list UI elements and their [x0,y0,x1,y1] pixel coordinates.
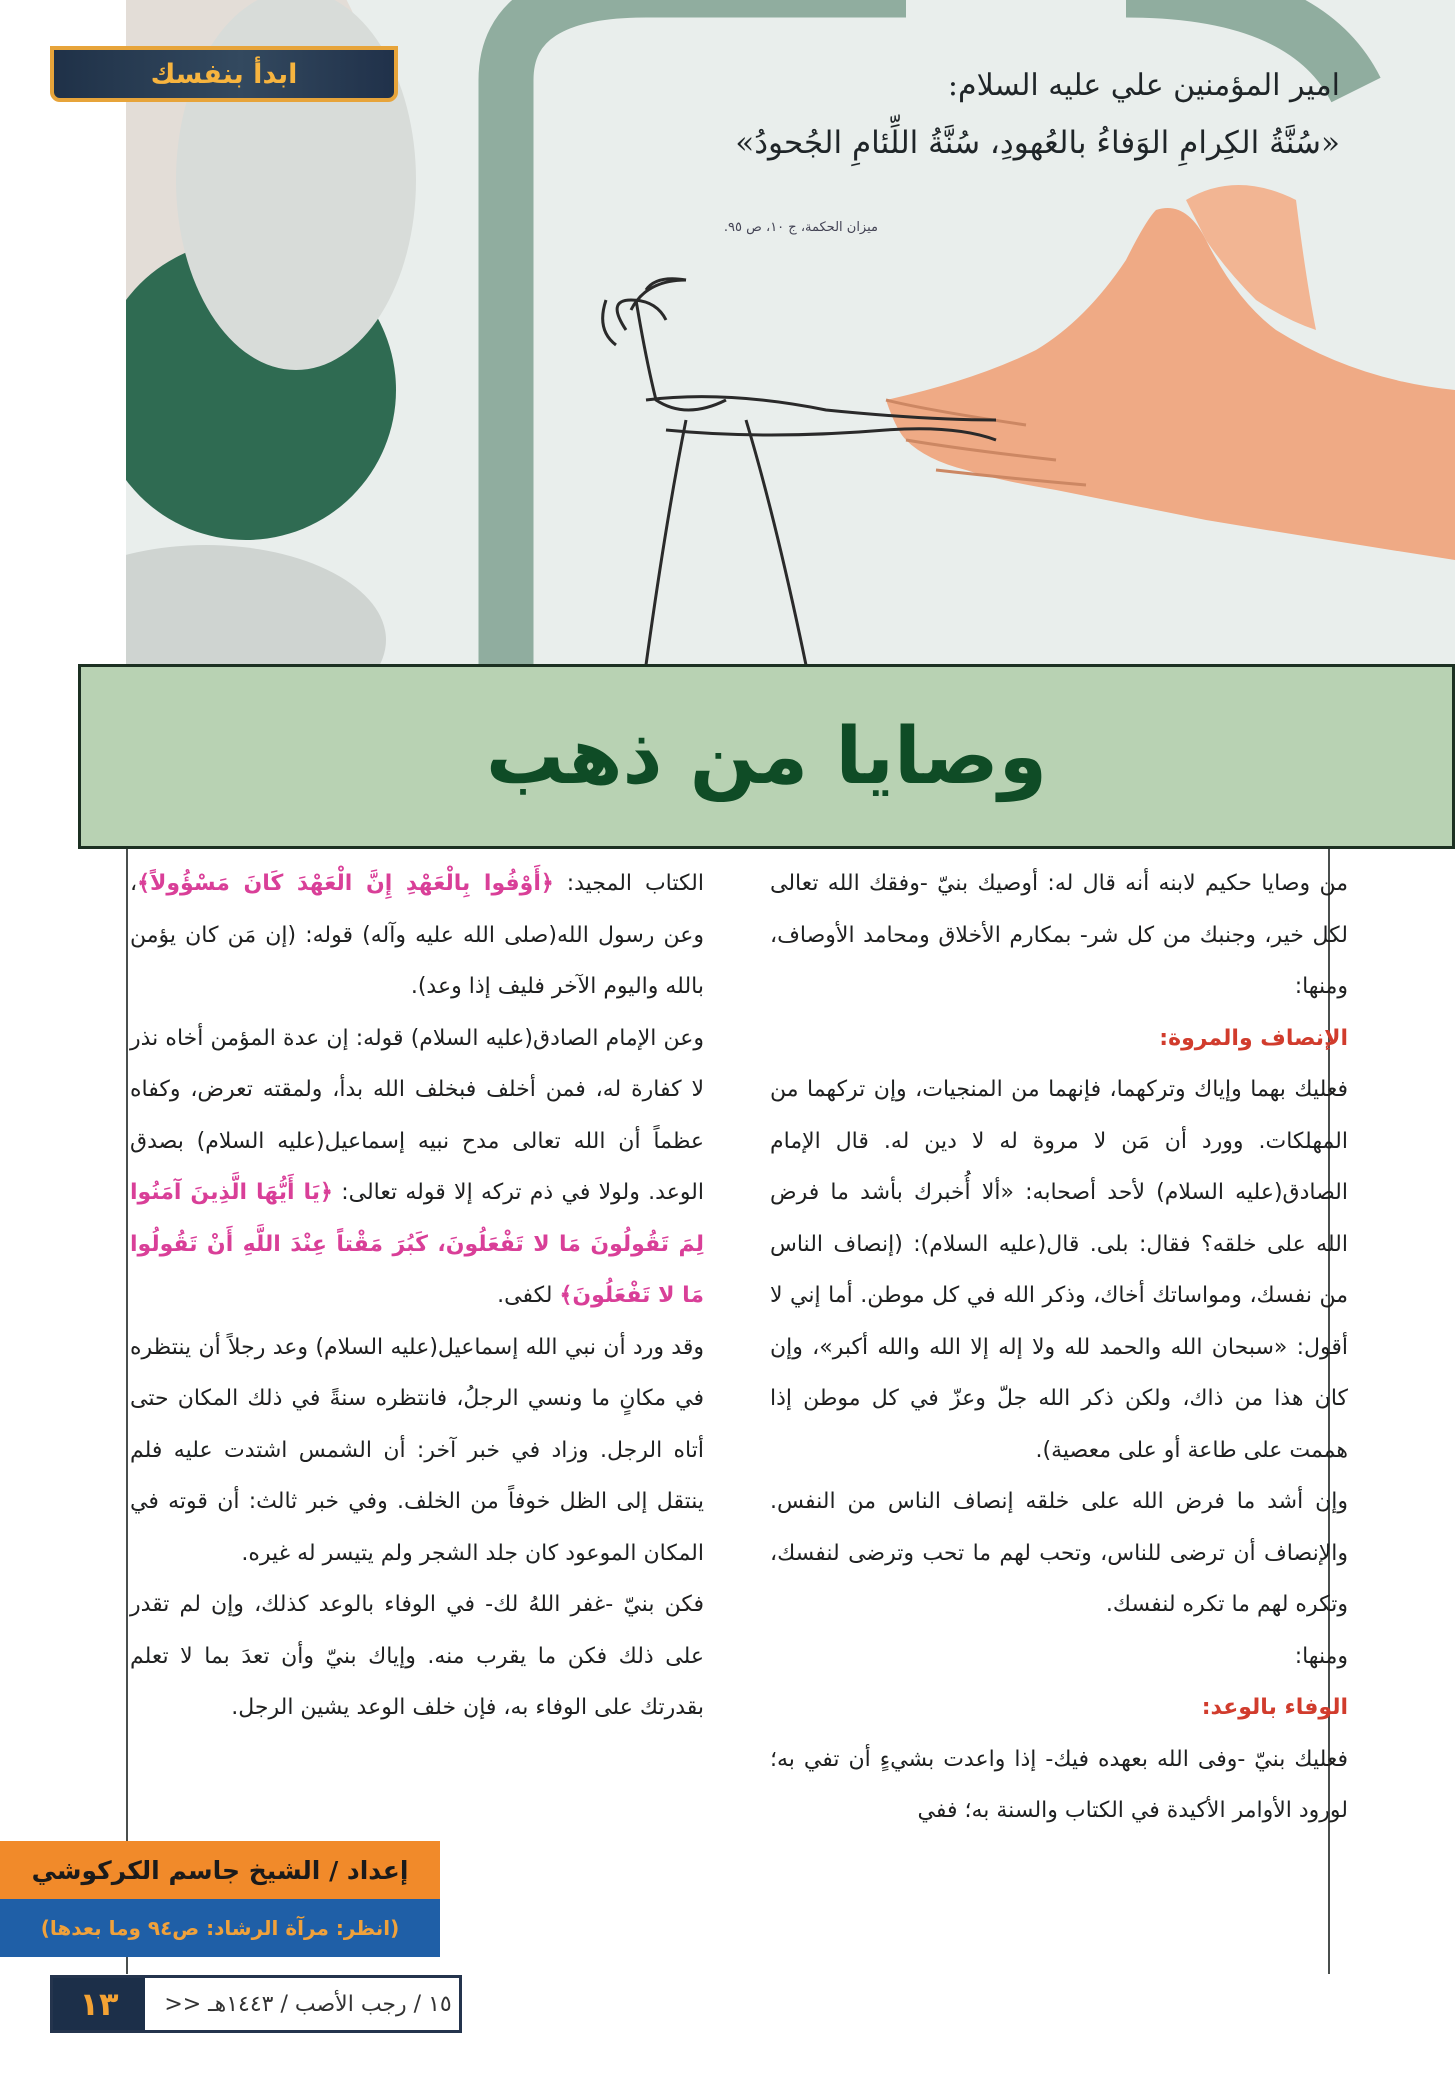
right-paragraph: ومنها: [1294,1643,1348,1669]
right-paragraph: وإن أشد ما فرض الله على خلقه إنصاف الناس من النفس. والإنصاف أن ترضى للناس، وتحب لهم ما تحب وترضى لنفسك، وتكره لهم ما تكره لنفسك. [770,1489,1348,1617]
article-title: وصايا من ذهب [485,711,1048,802]
author-source: (انظر: مرآة الرشاد: ص٩٤ وما بعدها) [0,1899,440,1957]
left-paragraph: فكن بنيّ -غفر اللهُ لك- في الوفاء بالوعد كذلك، وإن لم تقدر على ذلك فكن ما يقرب منه. وإياك بنيّ وأن تعدَ بما لا تعلم بقدرتك على الوفاء به، فإن خلف الوعد يشين الرجل. [130,1592,704,1720]
left-paragraph [130,858,704,1013]
quran-verse: ﴿يَا أَيُّهَا الَّذِينَ آمَنُوا لِمَ تَقُولُونَ مَا لا تَفْعَلُونَ، كَبُرَ مَقْتاً عِنْدَ اللَّهِ أَنْ تَقُولُوا مَا لا تَفْعَلُونَ﴾ [130,1180,704,1308]
hero-quote [700,68,1340,165]
right-paragraph: فعليك بنيّ -وفى الله بعهده فيك- إذا واعدت بشيءٍ أن تفي به؛ لورود الأوامر الأكيدة في الكتاب والسنة به؛ ففي [770,1746,1348,1823]
section-banner: ابدأ بنفسك [50,46,398,102]
page-number: ١٣ [53,1978,145,2030]
right-paragraph: فعليك بهما وإياك وتركهما، فإنهما من المنجيات، وإن تركهما من المهلكات. وورد أن مَن لا مروة له لا دين له. قال الإمام الصادق(عليه السلام) لأحد أصحابه: «ألا أُخبرك بأشد ما فرض الله على خلقه؟ فقال: بلى. قال(عليه السلام): (إنصاف الناس من نفسك، ومواساتك أخاك، وذكر الله في كل موطن. أما إني لا أقول: «سبحان الله والحمد لله ولا إله إلا الله والله أكبر»، وإن كان هذا من ذاك، ولكن ذكر الله جلّ وعزّ في كل موطن إذا هممت على طاعة أو على معصية). [770,1077,1348,1463]
quote-title: امير المؤمنين علي عليه السلام: [947,68,1340,103]
quote-reference: ميزان الحكمة، ج ١٠، ص ٩٥. [723,220,878,235]
right-paragraph: من وصايا حكيم لابنه أنه قال له: أوصيك بنيّ -وفقك الله تعالى لكل خير، وجنبك من كل شر- بمكارم الأخلاق ومحامد الأوصاف، ومنها: [770,871,1348,999]
article-column-left [130,858,704,1734]
section-heading: الوفاء بالوعد: [1201,1695,1348,1720]
article-column-right [770,858,1348,1837]
quran-verse: ﴿أَوْفُوا بِالْعَهْدِ إِنَّ الْعَهْدَ كَانَ مَسْؤُولاً﴾ [137,871,554,896]
paragraph-text: وعن الإمام الصادق(عليه السلام) قوله: إن عدة المؤمن أخاه نذر لا كفارة له، فمن أخلف فبخلف الله بدأ، ولمقته تعرض، وكفاه عظماً أن الله تعالى مدح نبيه إسماعيل(عليه السلام) بصدق الوعد. ولولا في ذم تركه إلا قوله تعالى: [130,1025,705,1205]
paragraph-text: لكفى. [497,1283,560,1308]
author-credit-box [0,1841,440,1957]
issue-date: ١٥ / رجب الأصب / ١٤٤٣هـ << [164,1991,452,2017]
paragraph-text: الكتاب المجيد: [553,871,704,896]
quote-text: «سُنَّةُ الكِرامِ الوَفاءُ بالعُهودِ، سُنَّةُ اللِّئامِ الجُحودُ» [735,125,1340,161]
left-paragraph: وقد ورد أن نبي الله إسماعيل(عليه السلام) وعد رجلاً أن ينتظره في مكانٍ ما ونسي الرجلُ، فانتظره سنةً في ذلك المكان حتى أتاه الرجل. وزاد في خبر آخر: أن الشمس اشتدت عليه فلم ينتقل إلى الظل خوفاً من الخلف. وفي خبر ثالث: أن قوته في المكان الموعود كان جلد الشجر ولم يتيسر له غيره. [130,1334,704,1566]
page-footer [50,1975,462,2033]
article-title-band [78,664,1455,849]
author-credit: إعداد / الشيخ جاسم الكركوشي [0,1841,440,1899]
left-paragraph [130,1013,704,1322]
paragraph-text: ، وعن رسول الله(صلى الله عليه وآله) قوله: (إن مَن كان يؤمن بالله واليوم الآخر فليف إذا وعد). [130,871,704,999]
section-heading: الإنصاف والمروة: [1159,1025,1348,1051]
